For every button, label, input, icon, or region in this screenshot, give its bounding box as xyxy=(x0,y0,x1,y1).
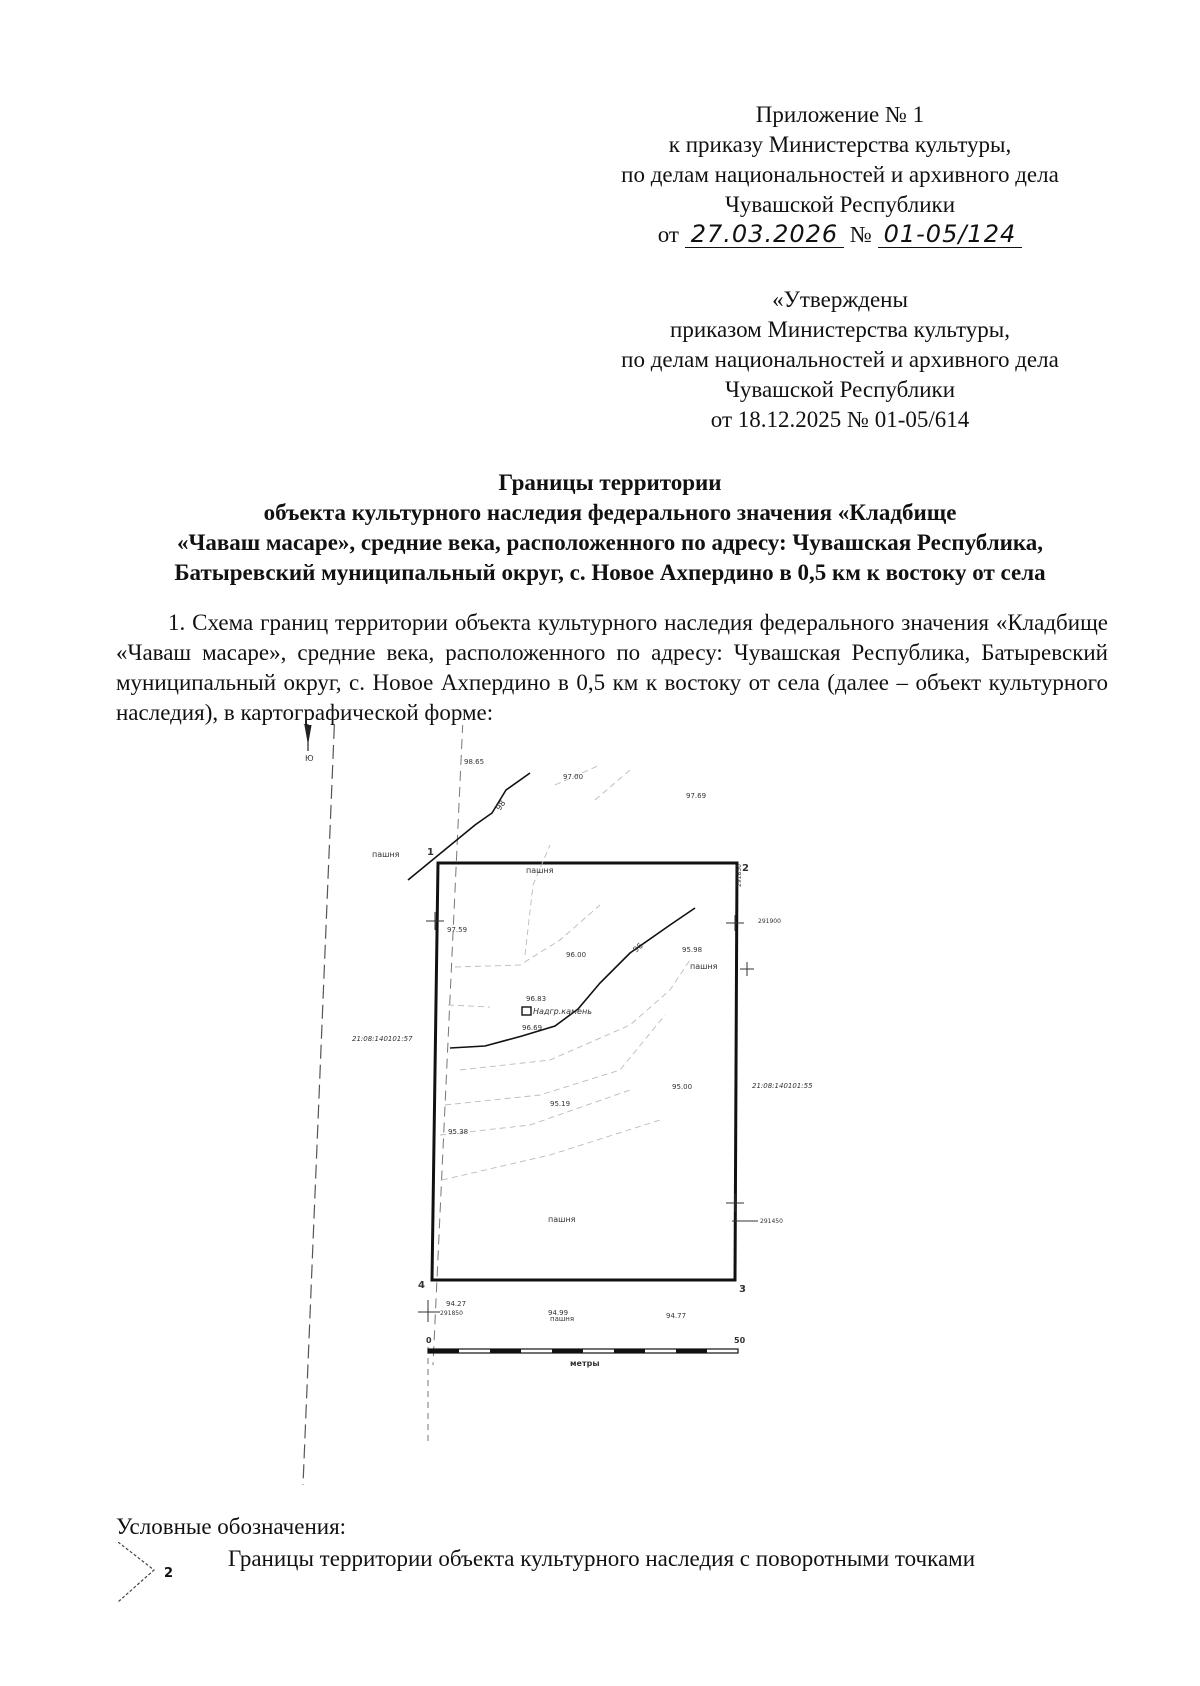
elevation-label: 96.69 xyxy=(522,1024,543,1032)
territory-boundary xyxy=(432,863,737,1280)
appendix-ministry-line: по делам национальностей и архивного дела xyxy=(621,162,1059,187)
reference-line-left xyxy=(303,725,336,1485)
land-label: пашня xyxy=(548,1215,576,1224)
elevation-label: 94.27 xyxy=(446,1300,467,1308)
number-prefix: № xyxy=(849,222,872,247)
elevation-label: 96.00 xyxy=(566,951,587,959)
approved-date-line: от 18.12.2025 № 01-05/614 xyxy=(710,407,970,432)
scale-end-label: 50 xyxy=(734,1336,746,1345)
approved-block xyxy=(560,285,1120,435)
land-label: пашня xyxy=(372,850,400,859)
approved-title: «Утверждены xyxy=(772,287,908,312)
appendix-title: Приложение № 1 xyxy=(755,102,925,127)
title-line-1: Границы территории xyxy=(498,470,722,495)
title-line-4: Батыревский муниципальный округ, с. Новое Ахпердино в 0,5 км к востоку от села xyxy=(174,560,1046,585)
elevation-label: 95.00 xyxy=(672,1083,693,1091)
elevation-label: 96.83 xyxy=(526,995,547,1003)
turning-point-4: 4 xyxy=(418,1280,425,1291)
title-line-2: объекта культурного наследия федерального значения «Кладбище xyxy=(263,500,957,525)
handwritten-number: 01-05/124 xyxy=(878,221,1023,248)
date-prefix: от xyxy=(657,222,679,247)
elevation-marks xyxy=(446,758,706,1320)
legend-item-text: Границы территории объекта культурного наследия с поворотными точками xyxy=(228,1546,976,1571)
contour-96 xyxy=(450,908,695,1048)
compass-rose-icon xyxy=(300,725,334,763)
elevation-label: 98.65 xyxy=(464,758,485,766)
gravestone-label: Надгр.камень xyxy=(533,1007,592,1016)
land-label: пашня xyxy=(526,866,554,875)
elevation-label: 95.98 xyxy=(682,946,703,954)
handwritten-date: 27.03.2026 xyxy=(685,221,844,248)
grid-coordinate: 291850 xyxy=(440,1310,463,1317)
elevation-label: 97.59 xyxy=(447,926,468,934)
compass-south-label: Ю xyxy=(305,754,314,763)
turning-point-2: 2 xyxy=(742,863,749,874)
contour-96-label: 96 xyxy=(631,940,645,955)
turning-point-3: 3 xyxy=(739,1284,746,1295)
elevation-label: 94.77 xyxy=(666,1312,687,1320)
scale-start-label: 0 xyxy=(426,1336,432,1345)
scheme-paragraph: 1. Схема границ территории объекта культурного наследия федерального значения «Кладбище «Чаваш масаре», средние века, расположенного по адресу: Чувашская Республика, Батыревский муниципальный округ, с. Новое Ахпердино в 0,5 км к востоку от села (далее – объект культурного наследия), в картографической форме: xyxy=(116,610,1108,725)
appendix-block xyxy=(560,100,1120,250)
document-title xyxy=(110,468,1110,588)
title-line-3: «Чаваш масаре», средние века, расположенного по адресу: Чувашская Республика, xyxy=(176,530,1044,555)
elevation-label: 95.19 xyxy=(550,1100,571,1108)
grid-coordinate: 291850 xyxy=(736,864,743,887)
elevation-label: 94.99 xyxy=(548,1309,569,1317)
scale-unit-label: метры xyxy=(570,1359,600,1368)
turning-point-1: 1 xyxy=(427,847,434,858)
elevation-label: 97.00 xyxy=(563,773,584,781)
grid-coordinate: 291450 xyxy=(760,1218,783,1225)
cadastral-label: 21:08:140101:55 xyxy=(752,1082,813,1090)
land-label: пашня xyxy=(690,962,718,971)
appendix-date-line xyxy=(560,220,1120,250)
approved-republic-line: Чувашской Республики xyxy=(724,377,956,402)
appendix-order-line: к приказу Министерства культуры, xyxy=(668,132,1012,157)
legend-point-number: 2 xyxy=(164,1566,174,1581)
cadastral-label: 21:08:140101:57 xyxy=(352,1035,413,1043)
appendix-republic-line: Чувашской Республики xyxy=(724,192,956,217)
land-label: пашня xyxy=(550,1315,575,1323)
boundary-map xyxy=(300,725,900,1505)
elevation-label: 95.38 xyxy=(448,1128,469,1136)
grid-marks xyxy=(418,912,758,1322)
elevation-label: 97.69 xyxy=(686,792,707,800)
scale-bar xyxy=(426,1336,746,1445)
approved-order-line: приказом Министерства культуры, xyxy=(670,317,1010,342)
gravestone-icon xyxy=(522,1007,531,1015)
legend-title: Условные обозначения: xyxy=(116,1514,347,1539)
contour-98-label: 98 xyxy=(494,798,508,813)
boundary-legend-icon xyxy=(118,1542,188,1612)
grid-coordinate: 291900 xyxy=(758,918,781,925)
reference-line-center xyxy=(433,725,468,1365)
approved-ministry-line: по делам национальностей и архивного дела xyxy=(621,347,1059,372)
